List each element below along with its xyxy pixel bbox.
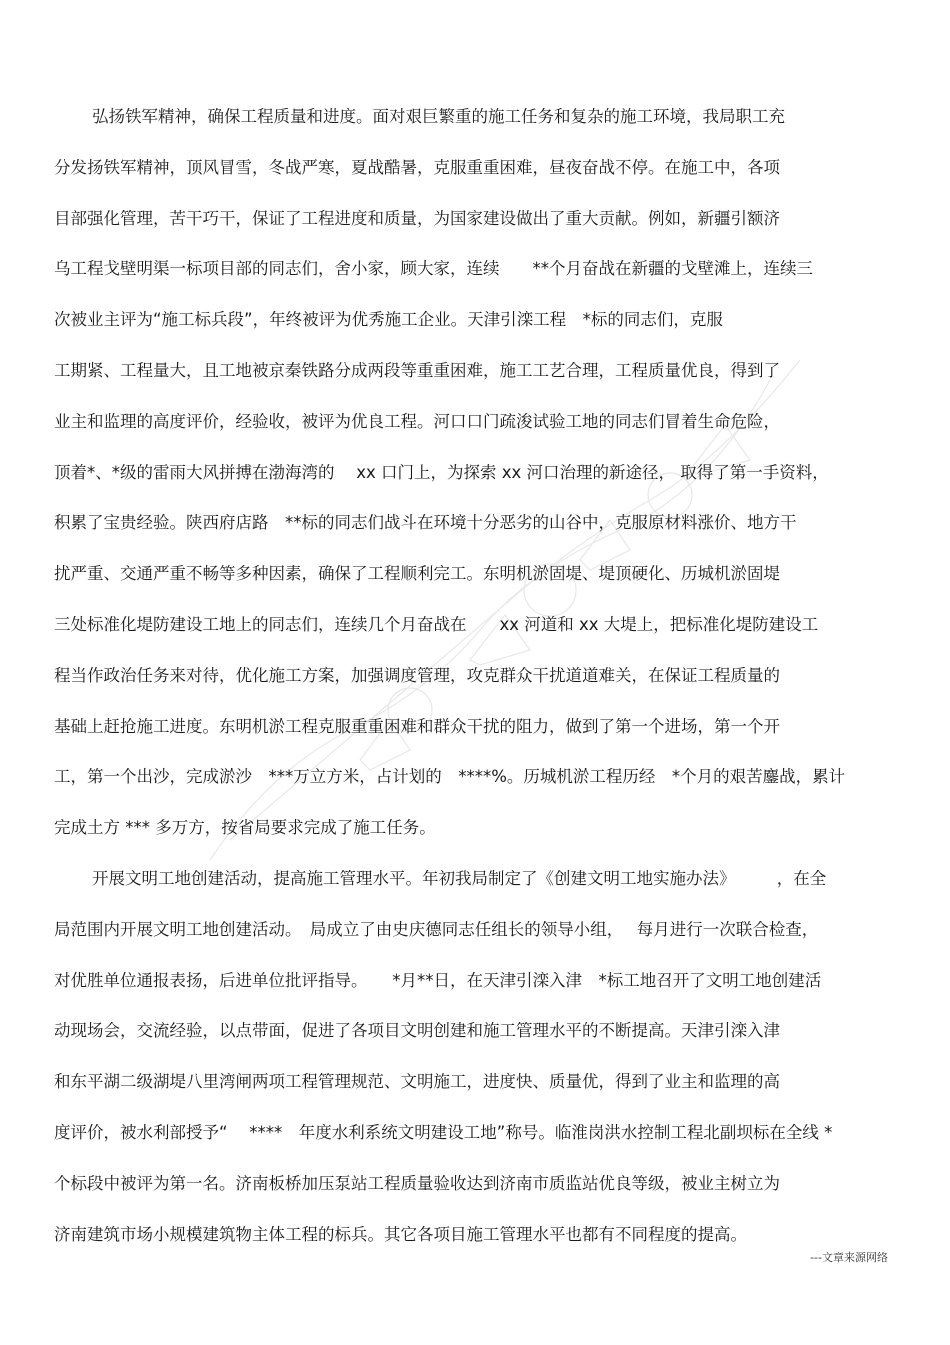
text-line: 弘扬铁军精神，确保工程质量和进度。面对艰巨繁重的施工任务和复杂的施工环境，我局职工充 [92,107,785,126]
text-line: 局范围内开展文明工地创建活动。 局成立了由史庆德同志任组长的领导小组， 每月进行一次联合检查， [54,919,819,939]
text-line: 度评价，被水利部授予“ **** 年度水利系统文明建设工地”称号。临淮岗洪水控制工程北副坝标在全线 * [54,1123,833,1142]
source-note: ---文章来源网络 [810,1251,888,1264]
text-line: 次被业主评为“施工标兵段”，年终被评为优秀施工企业。天津引滦工程 *标的同志们，克服 [54,310,723,330]
text-line: 三处标准化堤防建设工地上的同志们，连续几个月奋战在 xx 河道和 xx 大堤上，把标准化堤防建设工 [54,615,819,634]
text-line: 个标段中被评为第一名。济南板桥加压泵站工程质量验收达到济南市质监站优良等级，被业主树立为 [54,1173,780,1193]
text-line: 基础上赶抢施工进度。东明机淤工程克服重重困难和群众干扰的阻力，做到了第一个进场，第一个开 [54,716,780,736]
text-line: 对优胜单位通报表扬，后进单位批评指导。 *月**日，在天津引滦入津 *标工地召开了文明工地创建活 [54,970,822,990]
text-line: 和东平湖二级湖堤八里湾闸两项工程管理规范、文明施工，进度快、质量优，得到了业主和监理的高 [54,1072,780,1092]
text-line: 业主和监理的高度评价，经验收，被评为优良工程。河口口门疏浚试验工地的同志们冒着生命危险， [54,411,780,431]
text-line: 乌工程戈壁明渠一标项目部的同志们，舍小家，顾大家，连续 **个月奋战在新疆的戈壁滩上，连续三 [54,259,813,279]
text-line: 动现场会，交流经验，以点带面，促进了各项目文明创建和施工管理水平的不断提高。天津引滦入津 [54,1021,780,1041]
text-line: 扰严重、交通严重不畅等多种因素，确保了工程顺利完工。东明机淤固堤、堤顶硬化、历城机淤固堤 [54,564,780,584]
text-line: 分发扬铁军精神，顶风冒雪，冬战严寒，夏战酷暑，克服重重困难，昼夜奋战不停。在施工中，各项 [54,157,780,177]
text-line: 工期紧、工程量大，且工地被京秦铁路分成两段等重重困难，施工工艺合理，工程质量优良，得到了 [54,361,780,380]
text-line: 目部强化管理，苦干巧干，保证了工程进度和质量，为国家建设做出了重大贡献。例如，新疆引额济 [54,208,780,228]
text-line: 程当作政治任务来对待，优化施工方案，加强调度管理，攻克群众干扰道道难关，在保证工程质量的 [54,665,780,685]
text-line: 济南建筑市场小规模建筑物主体工程的标兵。其它各项目施工管理水平也都有不同程度的提高。 [54,1224,747,1244]
text-line: 积累了宝贵经验。陕西府店路 **标的同志们战斗在环境十分恶劣的山谷中，克服原材料涨价、地方干 [54,513,797,533]
watermark [150,300,850,900]
text-line: 开展文明工地创建活动，提高施工管理水平。年初我局制定了《创建文明工地实施办法》 ，在全 [92,869,827,888]
text-line: 完成土方 *** 多万方，按省局要求完成了施工任务。 [54,818,436,838]
text-line: 顶着*、*级的雷雨大风拼搏在渤海湾的 xx 口门上，为探索 xx 河口治理的新途径， 取得了第一手资料， [54,462,829,482]
text-line: 工，第一个出沙，完成淤沙 ***万立方米，占计划的 ****%。历城机淤工程历经 *个月的艰苦鏖战，累计 [54,767,846,787]
